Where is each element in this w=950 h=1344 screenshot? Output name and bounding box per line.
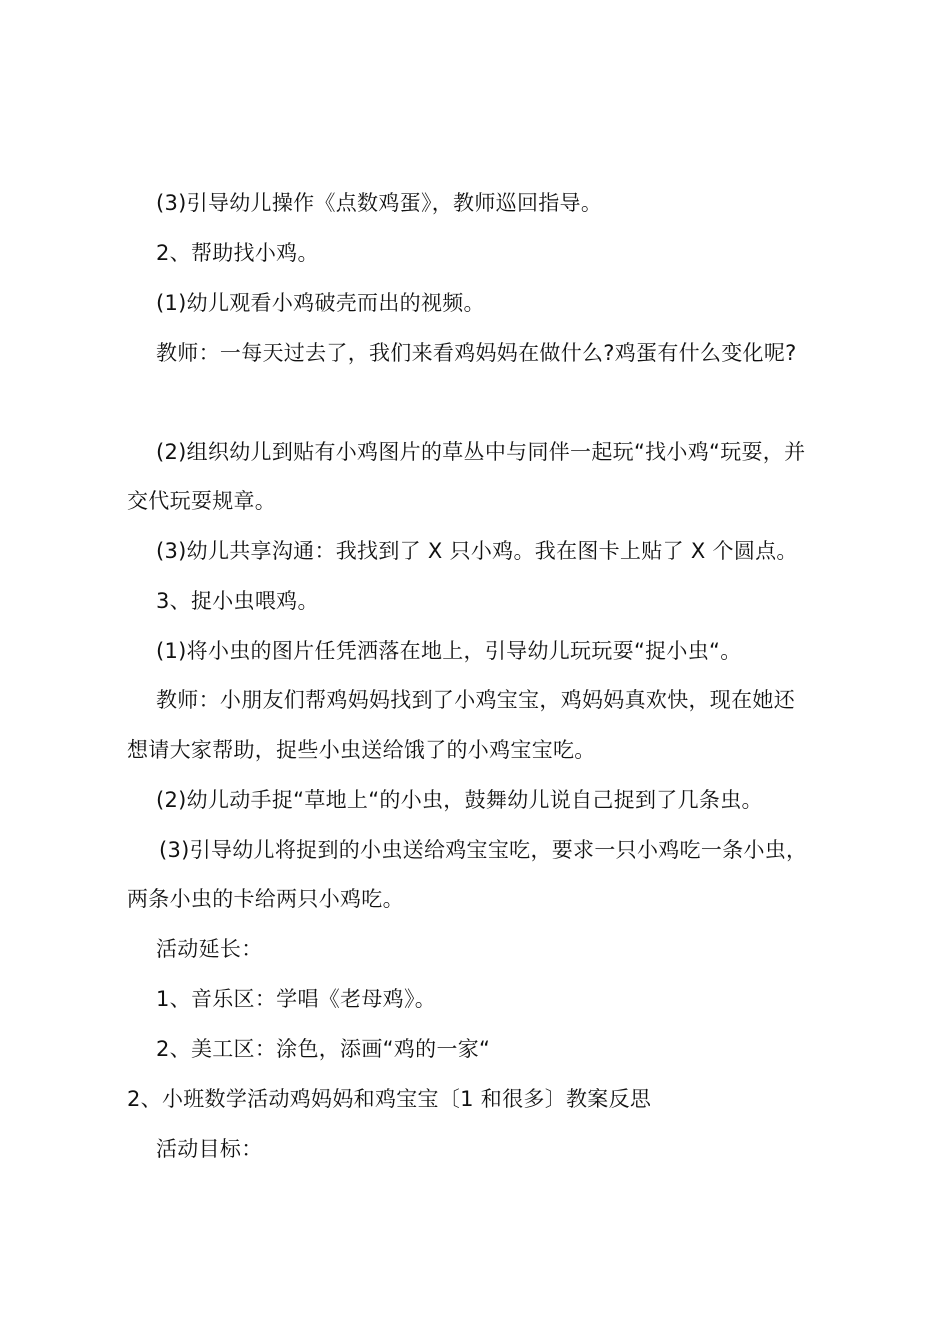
paragraph-line: (2)幼儿动手捉“草地上“的小虫，鼓舞幼儿说自己捉到了几条虫。 (156, 788, 763, 812)
list-item: 1、音乐区：学唱《老母鸡》。 (156, 987, 437, 1011)
section-heading: 2、帮助找小鸡。 (156, 241, 319, 265)
paragraph-line-continued: 两条小虫的卡给两只小鸡吃。 (127, 887, 404, 911)
paragraph-line-continued: 想请大家帮助，捉些小虫送给饿了的小鸡宝宝吃。 (127, 738, 596, 762)
paragraph-line: (3)引导幼儿操作《点数鸡蛋》，教师巡回指导。 (156, 191, 603, 215)
paragraph-line-continued: 交代玩耍规章。 (127, 489, 277, 513)
paragraph-line: (3)幼儿共享沟通：我找到了 X 只小鸡。我在图卡上贴了 X 个圆点。 (156, 539, 798, 563)
paragraph-line: 教师：小朋友们帮鸡妈妈找到了小鸡宝宝，鸡妈妈真欢快，现在她还 (156, 688, 795, 712)
paragraph-line: (1)将小虫的图片任凭洒落在地上，引导幼儿玩玩耍“捉小虫“。 (156, 639, 742, 663)
section-heading: 活动目标： (156, 1137, 263, 1161)
paragraph-line: (1)幼儿观看小鸡破壳而出的视频。 (156, 291, 485, 315)
paragraph-line: (2)组织幼儿到贴有小鸡图片的草丛中与同伴一起玩“找小鸡“玩耍，并 (156, 440, 806, 464)
paragraph-line: 教师：一每天过去了，我们来看鸡妈妈在做什么?鸡蛋有什么变化呢? (156, 341, 797, 365)
list-item: 2、美工区：涂色，添画“鸡的一家“ (156, 1037, 491, 1061)
document-title: 2、小班数学活动鸡妈妈和鸡宝宝〔1 和很多〕教案反思 (127, 1087, 652, 1111)
paragraph-line: (3)引导幼儿将捉到的小虫送给鸡宝宝吃，要求一只小鸡吃一条小虫， (159, 838, 808, 862)
section-heading: 活动延长： (156, 937, 263, 961)
section-heading: 3、捉小虫喂鸡。 (156, 589, 319, 613)
